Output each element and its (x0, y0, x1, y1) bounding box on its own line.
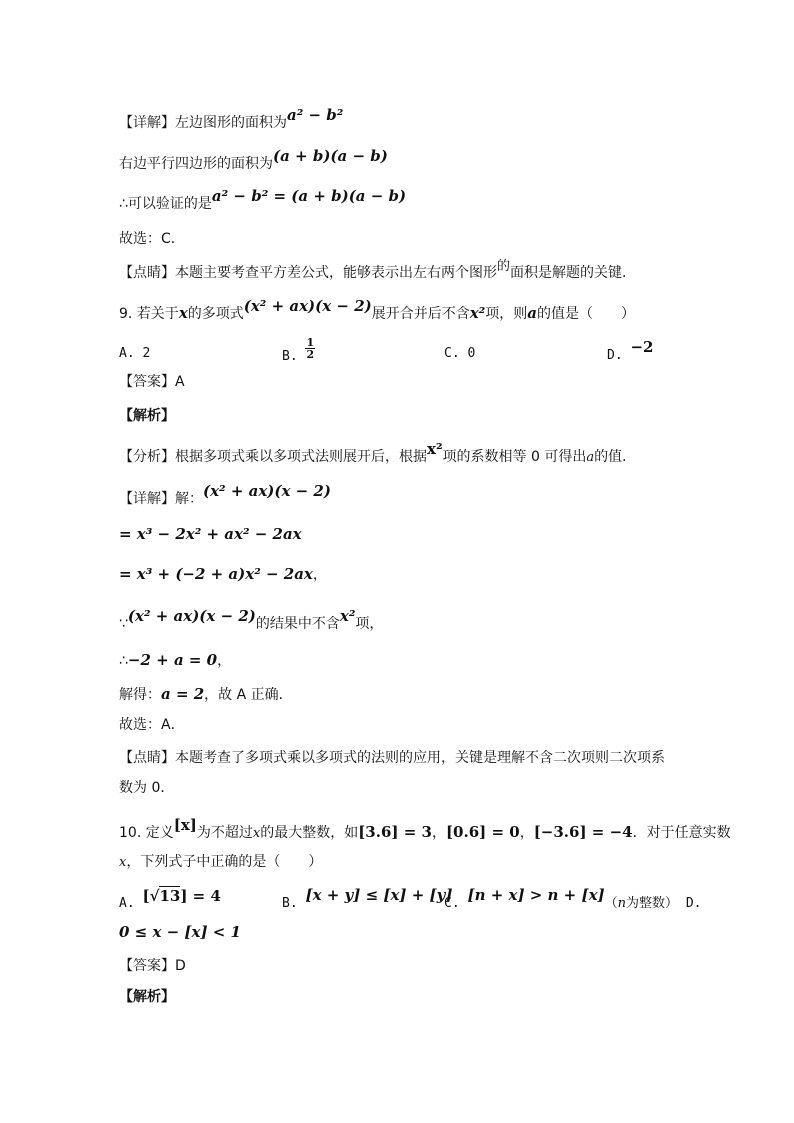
text: 【点睛】本题考查了多项式乘以多项式的法则的应用，关键是理解不含二次项则二次项系 (119, 750, 665, 766)
text: 【点睛】本题主要考查平方差公式，能够表示出左右两个图形 (119, 265, 497, 281)
line-right-area (119, 147, 388, 174)
fraction-den: 2 (306, 348, 315, 361)
formula: (x² + ax)(x − 2) (127, 607, 256, 625)
q9-detail (119, 482, 331, 509)
text: 故选：C． (119, 231, 185, 247)
formula: [n + x] > n + [x] (467, 886, 605, 904)
formula: = x³ − 2x² + ax² − 2ax (119, 525, 302, 543)
text: 的值． (594, 449, 637, 465)
q10-option-c (444, 886, 702, 914)
text: 的多项式 (187, 306, 244, 322)
text: ， (217, 653, 232, 669)
text: 的值是（ ） (536, 306, 635, 322)
option-text: C. (444, 896, 460, 911)
formula: (x² + ax)(x − 2) (203, 482, 331, 500)
text: 【详解】解： (119, 491, 203, 507)
text: 展开合并后不含 (371, 306, 470, 322)
formula: [3.6] = 3 (358, 823, 432, 841)
q10-option-d (119, 922, 241, 943)
text: 的最大整数，如 (260, 825, 359, 841)
option-text: D. (685, 896, 702, 911)
line-comment-8 (119, 259, 637, 284)
text: ，下列式子中正确的是（ ） (126, 854, 323, 870)
text: 右边平行四边形的面积为 (119, 156, 273, 172)
text: 项， (355, 616, 384, 632)
formula: x² (339, 607, 356, 625)
q9-comment-2 (119, 778, 174, 798)
q9-step-3 (119, 607, 384, 634)
q9-choose-a (119, 715, 185, 735)
q9-option-a (119, 344, 150, 364)
q9-answer (119, 372, 185, 392)
text: 【答案】A (119, 374, 185, 390)
line-detail-left-area (119, 106, 344, 133)
text: 【解析】 (119, 408, 175, 424)
text: ， (431, 825, 446, 841)
formula: [x] (173, 816, 197, 834)
text: 【详解】左边图形的面积为 (119, 115, 287, 131)
text: 的 (497, 259, 511, 274)
text: 的结果中不含 (255, 616, 340, 632)
q9-option-b (282, 336, 315, 364)
text: ∵ (119, 616, 128, 632)
q9-step-4 (119, 650, 231, 671)
text: 项的系数相等 0 可得出 (442, 449, 587, 465)
formula: x (178, 304, 188, 322)
text: 【分析】根据多项式乘以多项式法则展开后，根据 (119, 449, 427, 465)
q9-analysis (119, 440, 637, 468)
formula: (a + b)(a − b) (273, 147, 388, 165)
formula: (x² + ax)(x − 2) (243, 297, 372, 315)
q10-option-b (282, 886, 453, 914)
formula: a (527, 304, 537, 322)
q10-answer (119, 956, 186, 976)
formula: x² (469, 304, 486, 322)
text: ∴可以验证的是 (119, 196, 212, 212)
formula: [ (142, 887, 150, 905)
formula: [0.6] = 0 (445, 823, 520, 841)
q9-analysis-header (119, 406, 175, 426)
q9-step-2 (119, 564, 327, 585)
formula: 0 ≤ x − [x] < 1 (119, 923, 241, 941)
option-text: D. (607, 348, 623, 363)
formula: a = 2 (161, 685, 205, 703)
text: 9. 若关于 (119, 306, 179, 322)
fraction (305, 337, 315, 360)
text: ， (519, 825, 534, 841)
q10-analysis-header (119, 987, 175, 1007)
formula: −2 + a = 0 (127, 651, 218, 669)
line-choose-c (119, 229, 185, 249)
q9-comment-1 (119, 748, 665, 768)
q9-step-5 (119, 684, 293, 705)
text: 解得： (119, 687, 161, 703)
text: 10. 定义 (119, 825, 174, 841)
line-verify (119, 187, 407, 214)
formula: x (252, 826, 261, 841)
formula: a² − b² = (a + b)(a − b) (211, 187, 407, 205)
question-10 (119, 816, 731, 844)
text: （ (604, 896, 618, 911)
text: ．对于任意实数 (632, 825, 731, 841)
text: ∴ (119, 653, 128, 669)
option-text: B. (282, 896, 298, 911)
text: 面积是解题的关键． (510, 265, 637, 281)
question-10-line-2 (119, 852, 322, 873)
text: ， (312, 567, 327, 583)
formula: [x + y] ≤ [x] + [y] (305, 886, 453, 904)
option-text: A. (119, 896, 135, 911)
fraction-num: 1 (306, 336, 315, 349)
formula: [−3.6] = −4 (533, 823, 633, 841)
formula: 13 (159, 887, 181, 905)
formula: a (586, 450, 595, 465)
text: 故选：A． (119, 717, 185, 733)
formula: x (119, 855, 127, 870)
formula: −2 (630, 338, 654, 356)
formula: a² − b² (287, 106, 344, 124)
formula: x² (427, 440, 443, 458)
question-9 (119, 297, 635, 324)
q9-step-1 (119, 524, 302, 545)
option-text: A. 2 (119, 346, 151, 361)
text: 【答案】D (119, 958, 186, 974)
formula: n (617, 896, 626, 911)
formula: = x³ + (−2 + a)x² − 2ax (119, 565, 313, 583)
option-text: C. 0 (444, 346, 476, 361)
option-text: B. (282, 349, 298, 364)
text: 项，则 (485, 306, 528, 322)
text: 数为 0． (119, 780, 175, 796)
text: 【解析】 (119, 989, 175, 1005)
text: 为不超过 (196, 825, 253, 841)
q10-option-a: A. [√13] = 4 (119, 887, 221, 911)
q9-option-c (444, 344, 475, 364)
formula: ] = 4 (180, 887, 221, 905)
q9-option-d (607, 338, 654, 366)
text: 为整数） (626, 896, 679, 911)
text: ，故 A 正确． (204, 687, 293, 703)
